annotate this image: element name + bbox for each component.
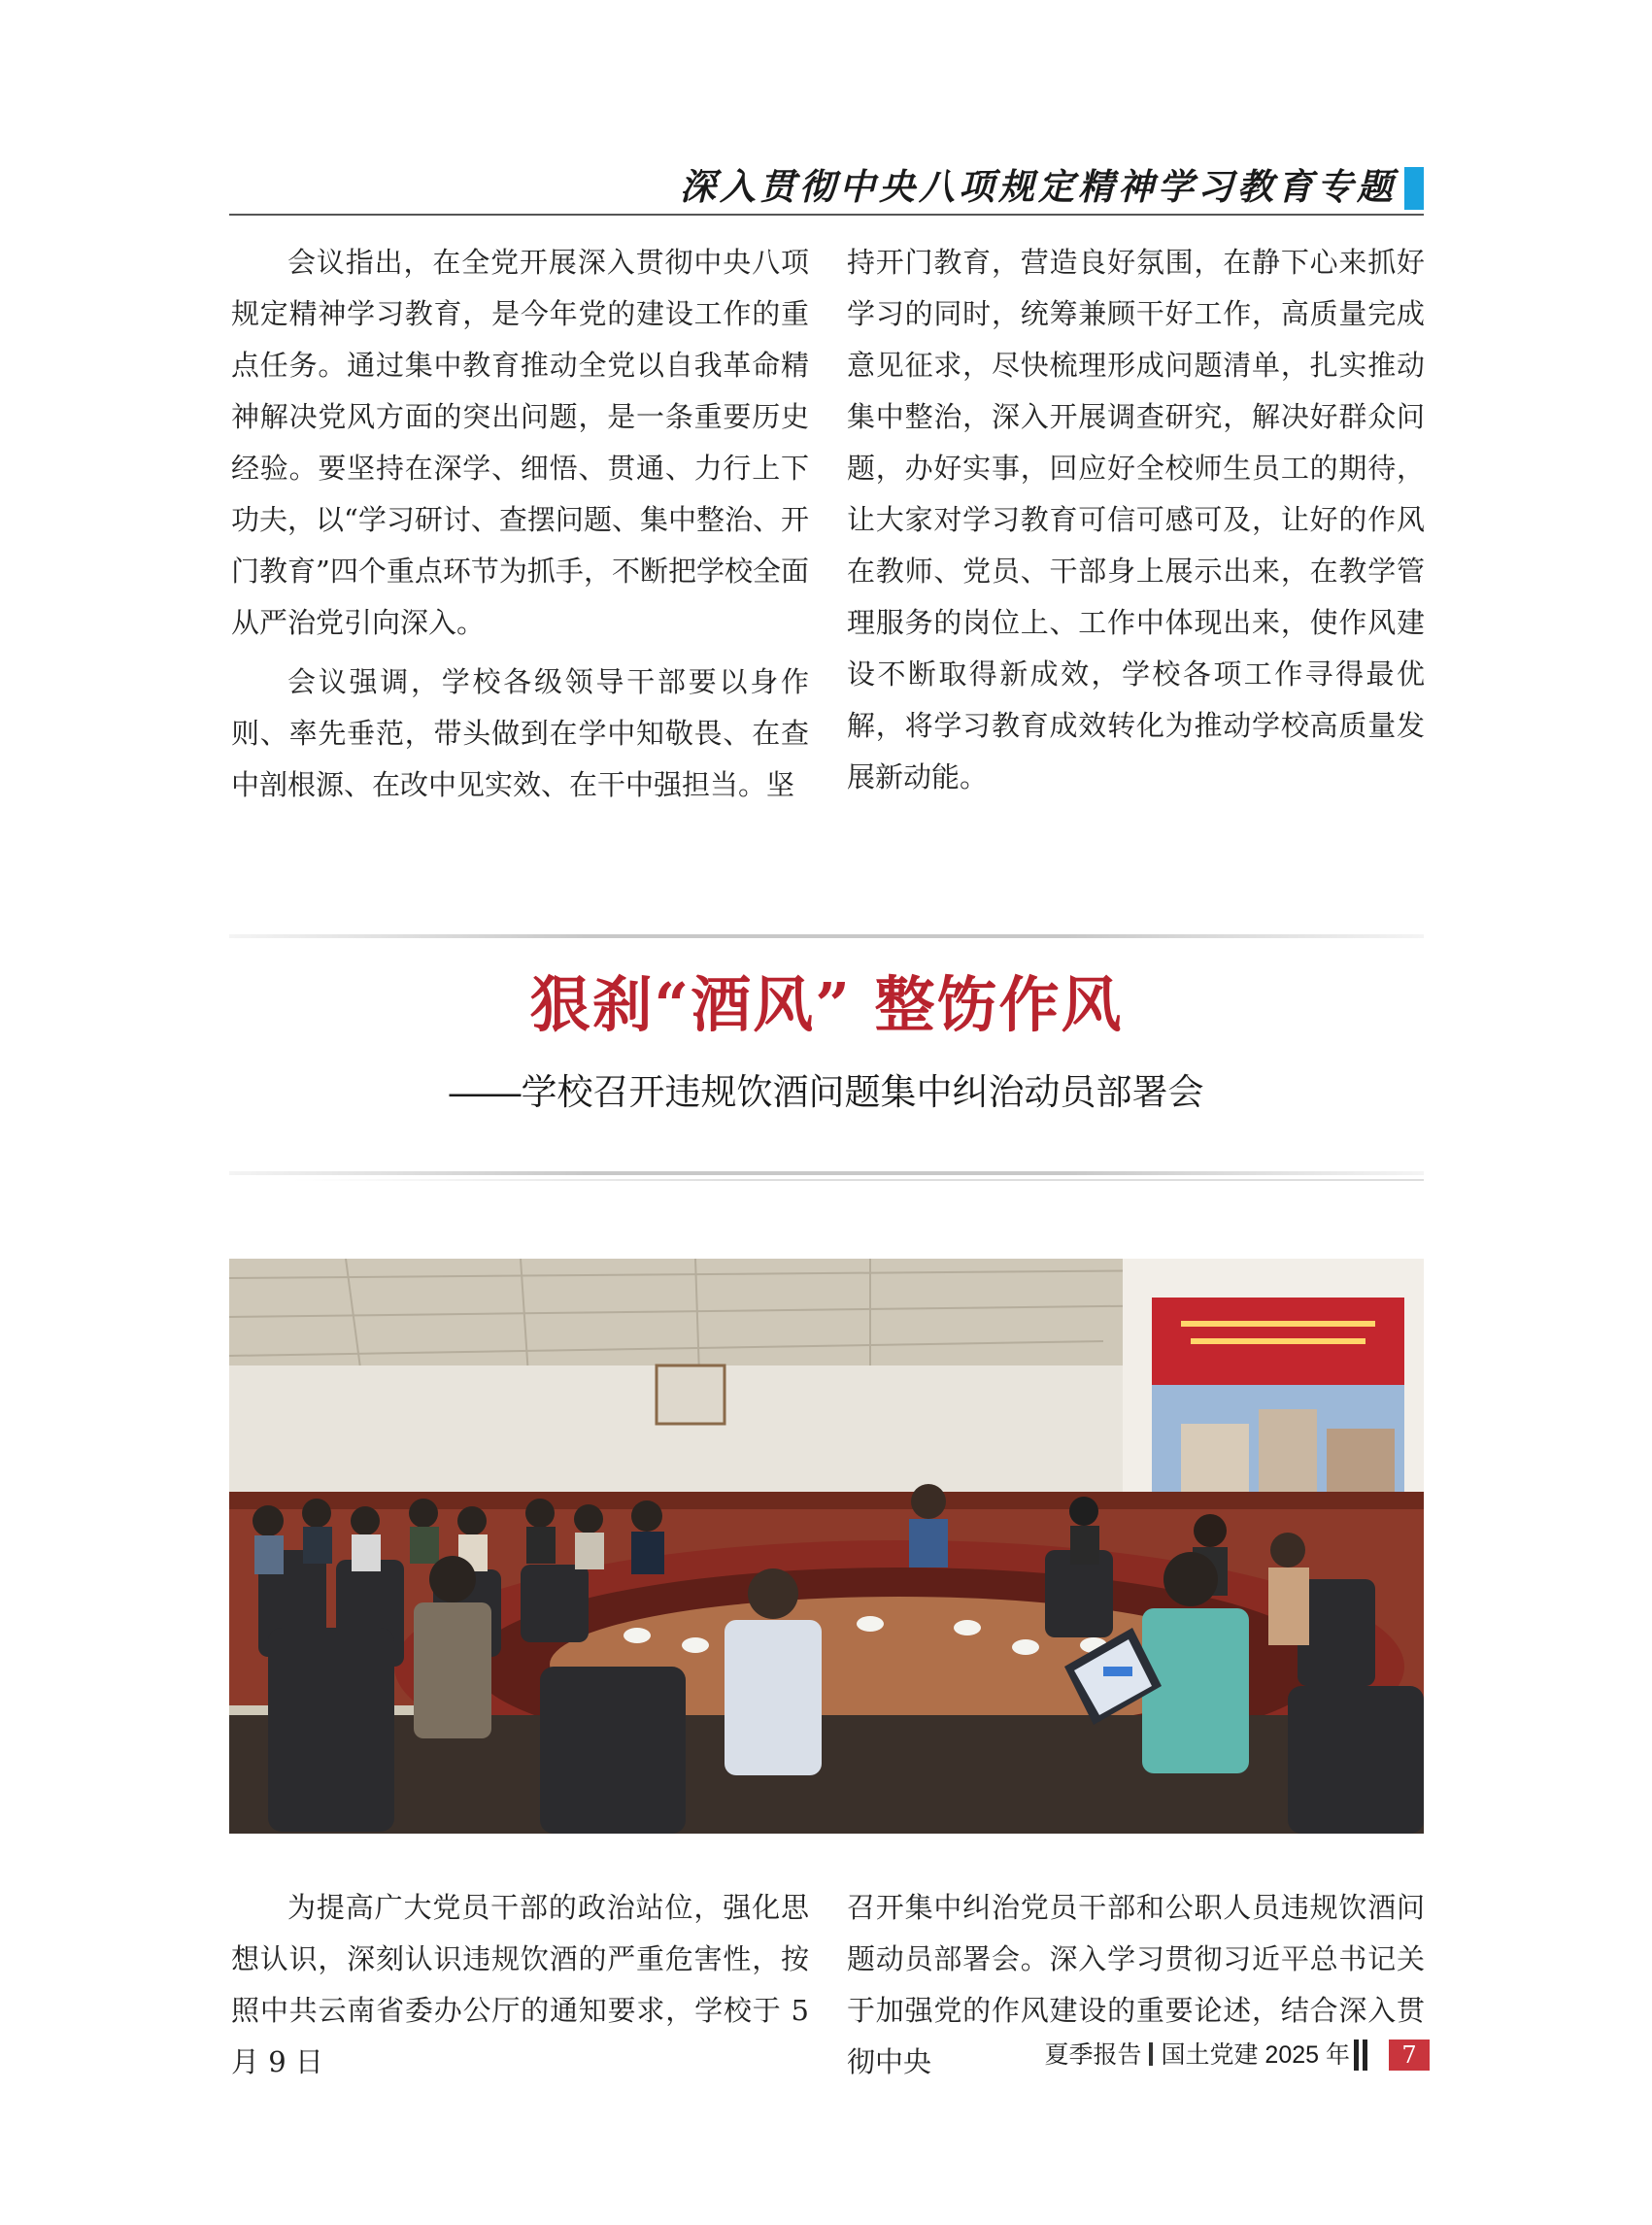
paragraph: 会议强调，学校各级领导干部要以身作则、率先垂范，带头做到在学中知敬畏、在查中剖根源、在改中见实效、在干中强担当。坚 [231,665,809,801]
meeting-photo [229,1259,1424,1834]
article-left-column [231,1882,809,2096]
paragraph: 持开门教育，营造良好氛围，在静下心来抓好学习的同时，统筹兼顾干好工作，高质量完成意见征求，尽快梳理形成问题清单，扎实推动集中整治，深入开展调查研究，解决好群众问题，办好实事，回应好全校师生员工的期待，让大家对学习教育可信可感可及，让好的作风在教师、党员、干部身上展示出来，在教学管理服务的岗位上、工作中体现出来，使作风建设不断取得新成效，学校各项工作寻得最优解，将学习教育成效转化为推动学校高质量发展新动能。 [847,246,1425,793]
paragraph: 会议指出，在全党开展深入贯彻中央八项规定精神学习教育，是今年党的建设工作的重点任务。通过集中教育推动全党以自我革命精神解决党风方面的突出问题，是一条重要历史经验。要坚持在深学、细悟、贯通、力行上下功夫，以“学习研讨、查摆问题、集中整治、开门教育”四个重点环节为抓手，不断把学校全面从严治党引向深入。 [231,246,809,639]
page-number: 7 [1389,2040,1430,2071]
projection-screen [1123,1259,1424,1521]
top-article-right-column [847,237,1425,811]
footer-double-bar [1354,2040,1369,2071]
title-divider-thin [291,1179,1424,1181]
article-subtitle: ——学校召开违规饮酒问题集中纠治动员部署会 [449,1072,1204,1112]
article-title: 狠刹“酒风” 整饬作风 [529,969,1124,1040]
title-divider-top [229,934,1424,938]
footer-label [1010,2036,1350,2074]
paragraph: 为提高广大党员干部的政治站位，强化思想认识，深刻认识违规饮酒的严重危害性，按照中共云南省委办公厅的通知要求，学校于 5 月 9 日 [231,1891,809,2078]
footer-separator [1149,2042,1153,2066]
footer-report-label: 夏季报告 [1044,2040,1142,2069]
section-header-title: 深入贯彻中央八项规定精神学习教育专题 [680,165,1397,208]
footer-publication: 国土党建 2025 年 [1161,2041,1350,2069]
top-article-left-column [231,237,809,819]
paragraph: 召开集中纠治党员干部和公职人员违规饮酒问题动员部署会。深入学习贯彻习近平总书记关于加强党的作风建设的重要论述，结合深入贯彻中央 [847,1891,1425,2078]
header-rule [229,214,1424,216]
title-divider-bottom [229,1171,1424,1175]
header-accent-bar [1404,167,1424,210]
